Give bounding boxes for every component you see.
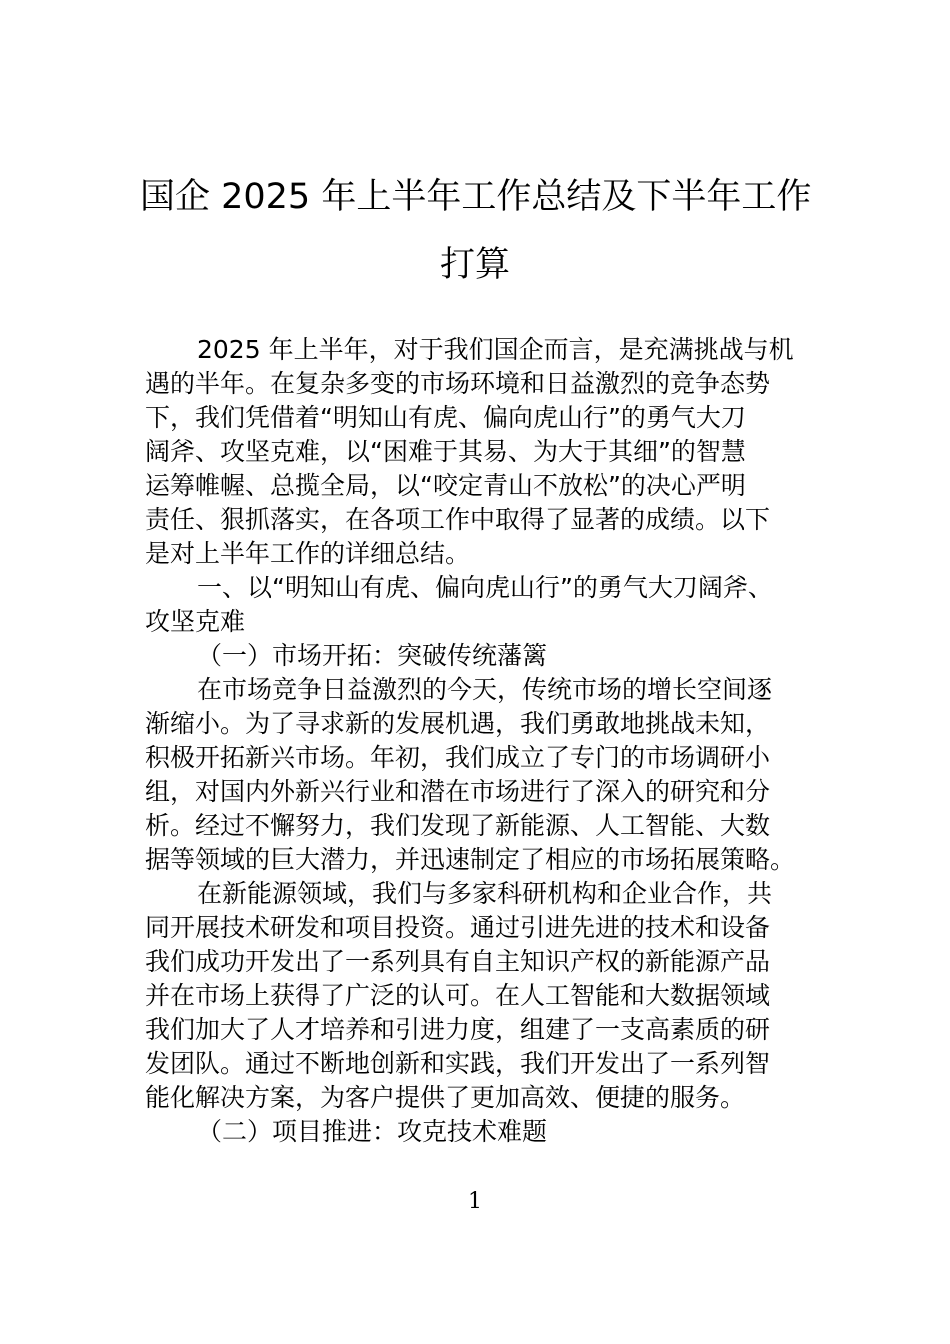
paragraph-line: 同开展技术研发和项目投资。通过引进先进的技术和设备 — [145, 913, 771, 942]
paragraph-line: 在新能源领域，我们与多家科研机构和企业合作，共 — [197, 879, 773, 908]
document-title-line-1: 国企 2025 年上半年工作总结及下半年工作 — [140, 177, 812, 217]
paragraph-line: 责任、狠抓落实，在各项工作中取得了显著的成绩。以下 — [145, 505, 771, 534]
paragraph-line: 据等领域的巨大潜力，并迅速制定了相应的市场拓展策略。 — [145, 845, 796, 874]
document-body — [145, 333, 815, 1149]
subsection-heading: （二）项目推进：攻克技术难题 — [197, 1117, 548, 1146]
paragraph-line: 下，我们凭借着“明知山有虎、偏向虎山行”的勇气大刀 — [145, 403, 746, 432]
paragraph-line: 是对上半年工作的详细总结。 — [145, 539, 471, 568]
paragraph-line: 发团队。通过不断地创新和实践，我们开发出了一系列智 — [145, 1049, 771, 1078]
paragraph-line: 析。经过不懈努力，我们发现了新能源、人工智能、大数 — [145, 811, 771, 840]
paragraph-line: 组，对国内外新兴行业和潜在市场进行了深入的研究和分 — [145, 777, 771, 806]
paragraph-line: 能化解决方案，为客户提供了更加高效、便捷的服务。 — [145, 1083, 746, 1112]
paragraph-line: 我们加大了人才培养和引进力度，组建了一支高素质的研 — [145, 1015, 771, 1044]
document-title-line-2: 打算 — [439, 245, 510, 285]
paragraph-line: 积极开拓新兴市场。年初，我们成立了专门的市场调研小 — [145, 743, 771, 772]
paragraph-line: 阔斧、攻坚克难，以“困难于其易、为大于其细”的智慧 — [145, 437, 746, 466]
page-number: 1 — [468, 1189, 482, 1214]
paragraph-line: 渐缩小。为了寻求新的发展机遇，我们勇敢地挑战未知， — [145, 709, 771, 738]
paragraph-line: 2025 年上半年，对于我们国企而言，是充满挑战与机 — [197, 335, 794, 364]
section-heading-line: 一、以“明知山有虎、偏向虎山行”的勇气大刀阔斧、 — [197, 573, 773, 602]
paragraph-line: 并在市场上获得了广泛的认可。在人工智能和大数据领域 — [145, 981, 771, 1010]
paragraph-line: 遇的半年。在复杂多变的市场环境和日益激烈的竞争态势 — [145, 369, 771, 398]
section-heading-line: 攻坚克难 — [145, 607, 246, 636]
paragraph-line: 运筹帷幄、总揽全局，以“咬定青山不放松”的决心严明 — [145, 471, 746, 500]
subsection-heading: （一）市场开拓：突破传统藩篱 — [197, 641, 548, 670]
paragraph-line: 我们成功开发出了一系列具有自主知识产权的新能源产品 — [145, 947, 771, 976]
paragraph-line: 在市场竞争日益激烈的今天，传统市场的增长空间逐 — [197, 675, 773, 704]
